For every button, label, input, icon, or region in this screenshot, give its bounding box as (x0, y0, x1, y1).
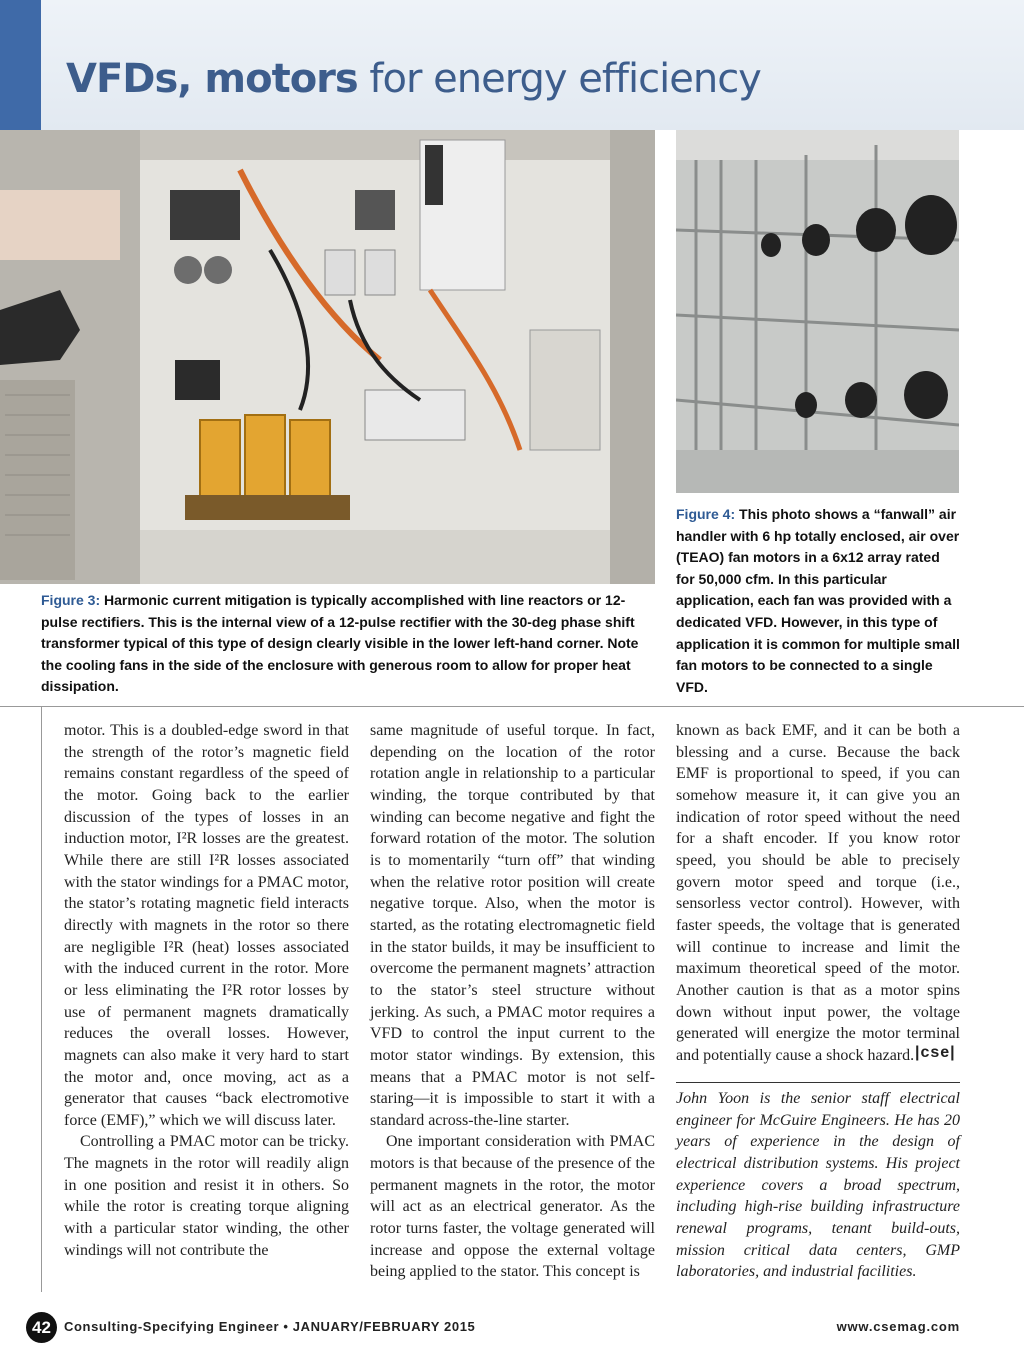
figure4-caption-text: This photo shows a “fanwall” air handler with 6 hp totally enclosed, air over (TEAO) fan motors in a 6x12 array rated for 50,000 cfm. In this particular application, each fan was provided with a dedicated VFD. However, in this type of application it is common for multiple small fan motors to be connected to a single VFD. (676, 506, 960, 695)
fanwall-illustration (676, 130, 959, 493)
figure4-caption (676, 504, 960, 698)
body-column-3 (676, 720, 960, 1067)
left-margin-rule (41, 707, 42, 1292)
enclosure-illustration (0, 130, 655, 584)
end-mark: |cse| (915, 1044, 956, 1061)
figure3-photo (0, 130, 655, 584)
figure3-caption-text: Harmonic current mitigation is typically accomplished with line reactors or 12-pulse rectifiers. This is the internal view of a 12-pulse rectifier with the 30-deg phase shift transformer typical of this type of design clearly visible in the lower left-hand corner. Note the cooling fans in the side of the enclosure with generous room to allow for proper heat dissipation. (41, 592, 639, 695)
title-bold: VFDs, motors (66, 56, 358, 102)
body-column-2 (370, 720, 655, 1283)
page-title (66, 56, 761, 102)
paragraph: known as back EMF, and it can be both a blessing and a curse. Because the back EMF is proportional to speed, if you can somehow measure it, it can give you an indication of rotor speed without the need for a shaft encoder. If you know rotor speed, you should be able to precisely govern motor speed and torque (i.e., sensorless vector control). However, with faster speeds, the voltage that is generated will continue to increase and limit the maximum theoretical speed of the motor. Another caution is that as a motor spins down without input power, the voltage generated will energize the motor terminal and potentially cause a shock hazard. (676, 722, 960, 1064)
page-number: 42 (26, 1312, 57, 1343)
figure4-photo (676, 130, 959, 493)
figure4-label: Figure 4: (676, 506, 736, 522)
footer-website[interactable]: www.csemag.com (836, 1319, 960, 1334)
paragraph: motor. This is a doubled-edge sword in that the strength of the rotor’s magnetic field remains constant regardless of the speed of the motor. Going back to the earlier discussion of the types of losses in an induction motor, I²R losses are the greatest. While there are still I²R losses associated with the stator windings for a PMAC motor, the stator’s rotating magnetic field interacts directly with magnets in the rotor so there are negligible I²R (heat) losses associated with the induced current in the rotor. More or less eliminating the I²R rotor losses by use of permanent magnets dramatically reduces the overall losses. However, magnets can also make it very hard to start the motor and, once moving, act as a generator that causes “back electromotive force (EMF),” which we will discuss later. (64, 722, 349, 1129)
author-bio: John Yoon is the senior staff electrical engineer for McGuire Engineers. He has 20 years of experience in the design of electrical distribution systems. His project experience covers a broad spectrum, including high-rise building infrastructure renewal programs, tenant build-outs, mission critical data centers, GMP laboratories, and industrial facilities. (676, 1090, 960, 1281)
figure3-label: Figure 3: (41, 592, 101, 608)
body-column-1 (64, 720, 349, 1261)
footer-publication: Consulting-Specifying Engineer • JANUARY/FEBRUARY 2015 (64, 1319, 476, 1334)
paragraph: One important consideration with PMAC motors is that because of the presence of the permanent magnets in the rotor, the motor will act as an electrical generator. As the rotor turns faster, the voltage generated will increase and oppose the external voltage being applied to the stator. This concept is (370, 1133, 655, 1281)
title-rest: for energy efficiency (357, 56, 761, 102)
paragraph: Controlling a PMAC motor can be tricky. The magnets in the rotor will readily align in one position and resist it in others. So while the rotor is creating torque aligning with a particular stator winding, the other windings will not contribute the (64, 1133, 349, 1259)
corner-accent (0, 0, 41, 130)
section-divider (0, 706, 1024, 707)
figure3-caption (41, 590, 656, 698)
bio-divider (676, 1082, 960, 1083)
paragraph: same magnitude of useful torque. In fact, depending on the location of the rotor rotation angle in relationship to a particular winding, the torque contributed by that winding can become negative and fight the forward rotation of the motor. The solution is to momentarily “turn off” that winding when the relative rotor position will create negative torque. Also, when the motor is started, as the rotating electromagnetic field in the stator builds, it may be insufficient to overcome the permanent magnets’ attraction to the stator’s steel structure without jerking. As such, a PMAC motor requires a VFD to control the input current to the motor stator windings. By extension, this means that a PMAC motor is not self-staring—it is impossible to start it with a standard across-the-line starter. (370, 722, 655, 1129)
